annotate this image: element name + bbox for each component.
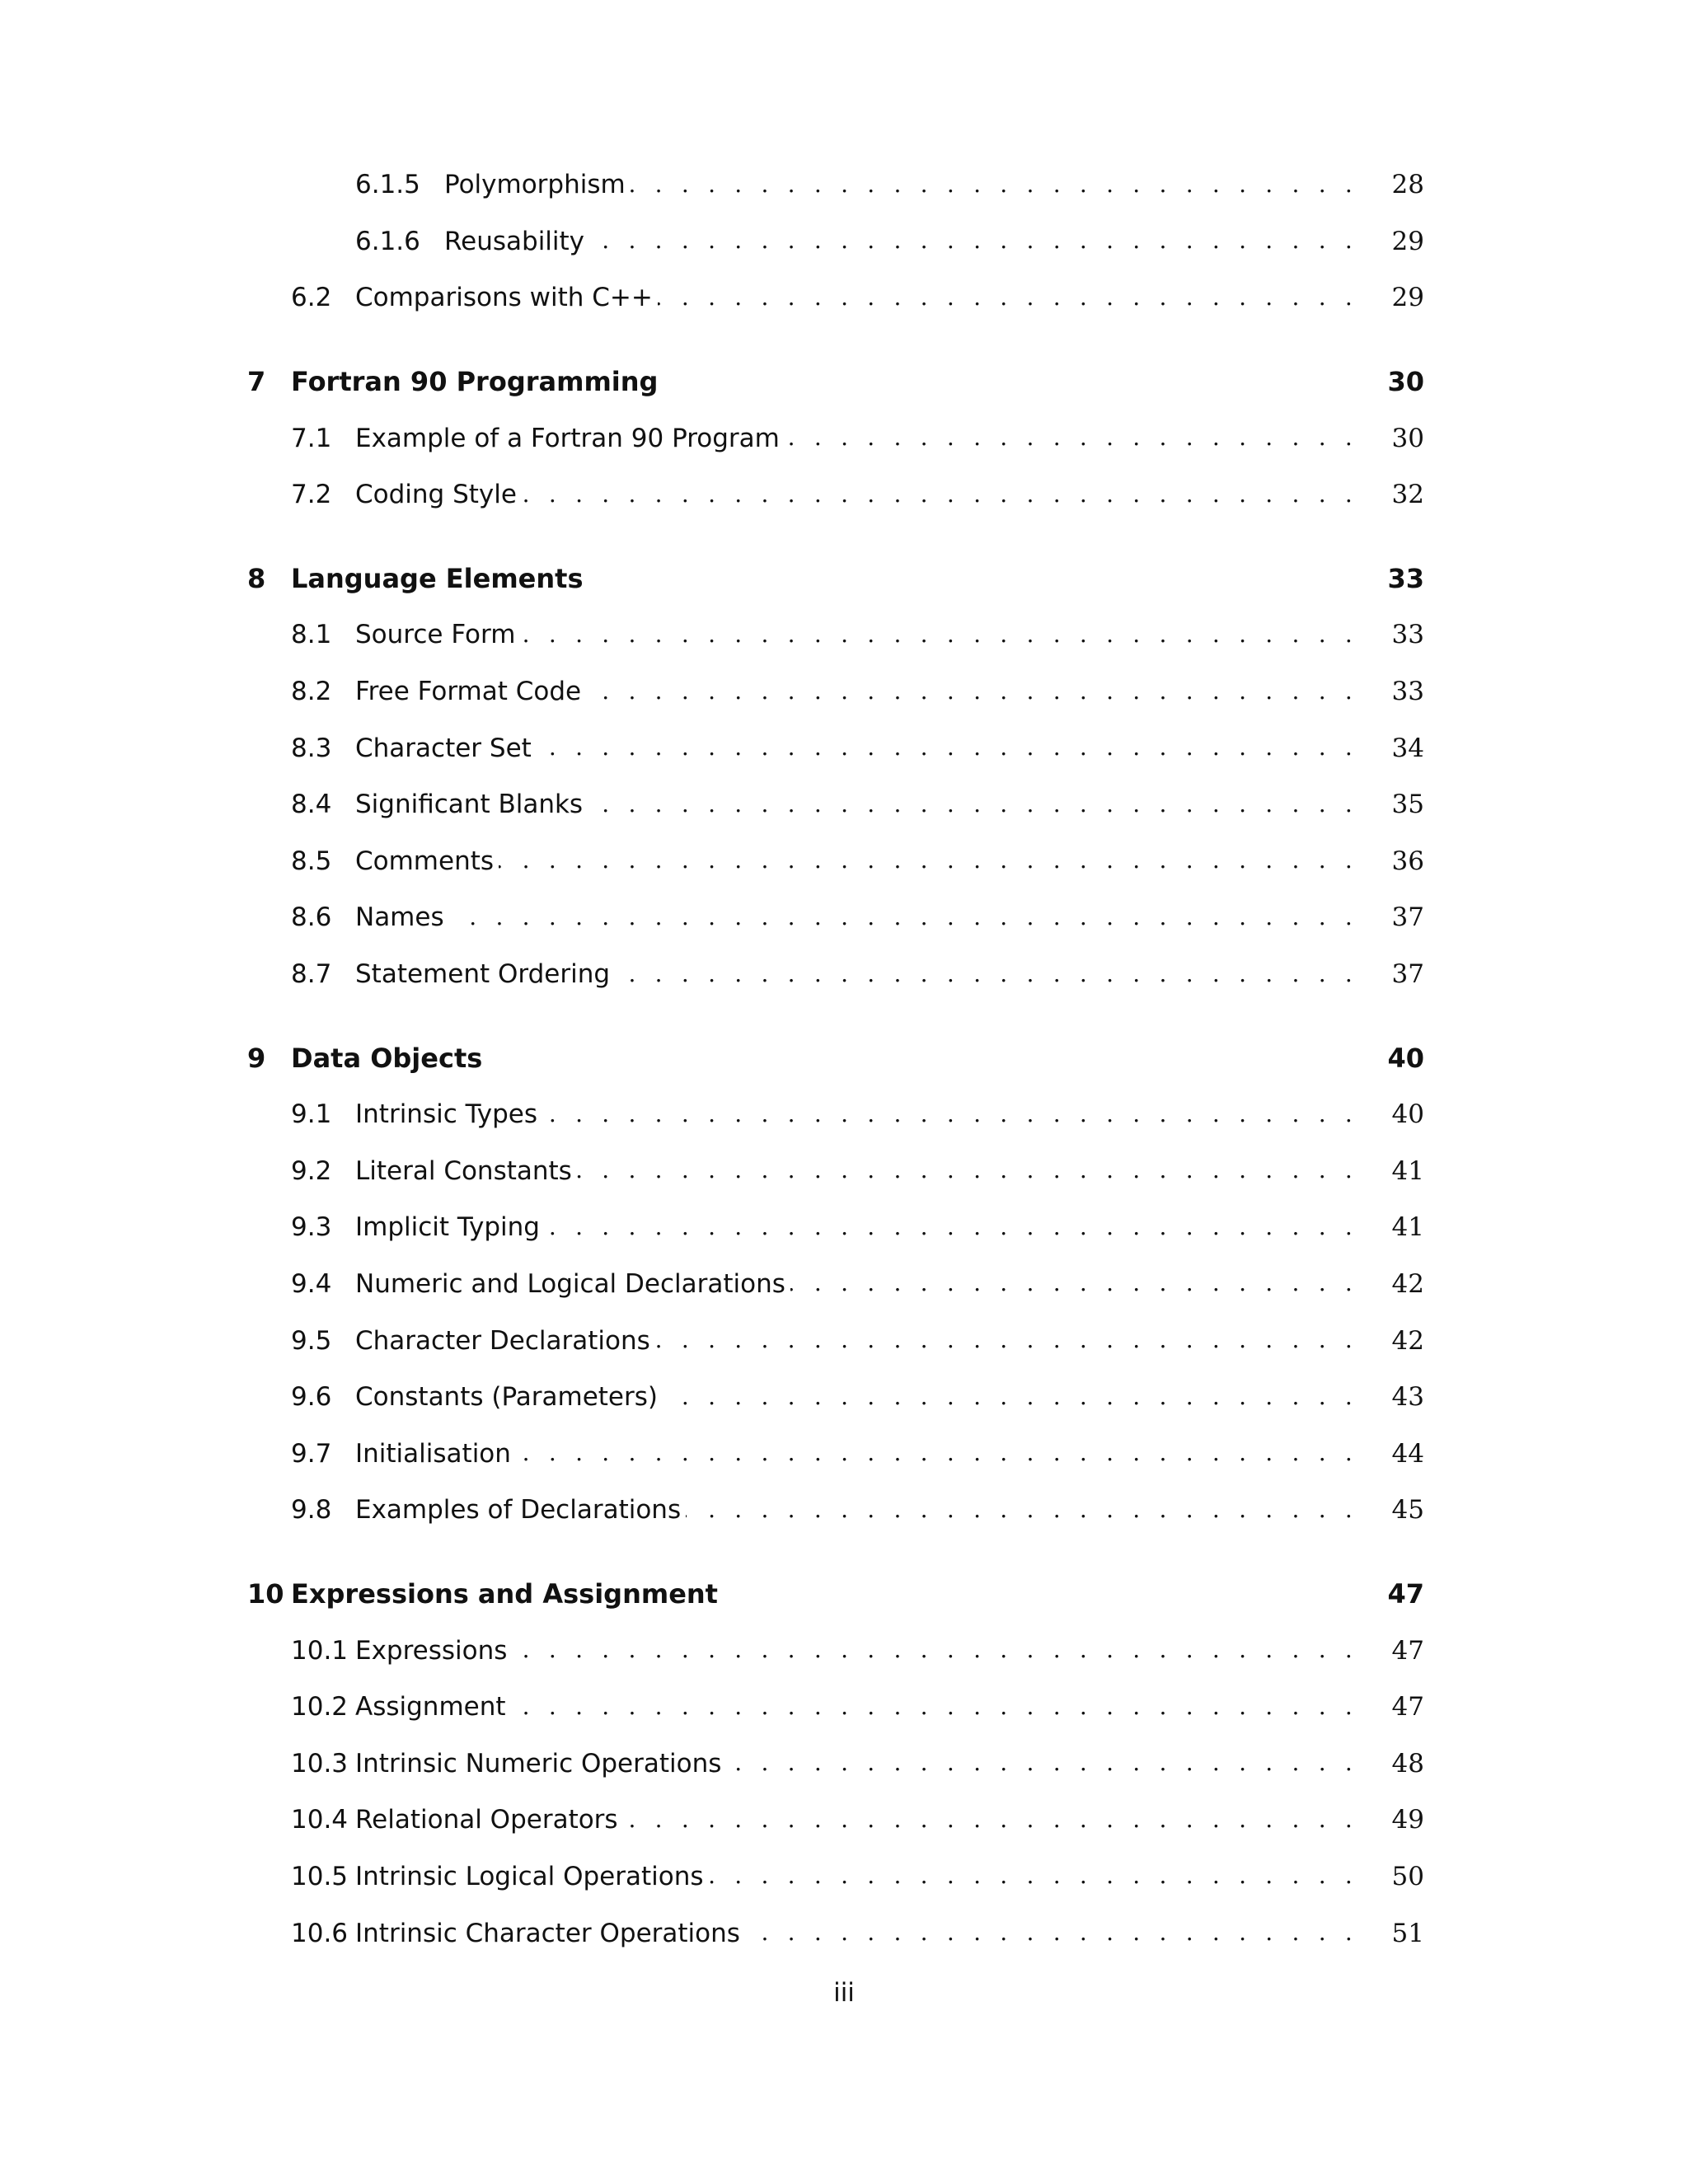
toc-entry-title: Intrinsic Character Operations <box>355 1918 740 1948</box>
toc-entry-number: 8.7 <box>291 959 332 990</box>
toc-entry-page-number: 33 <box>1391 677 1424 707</box>
toc-chapter-entry[interactable] <box>247 551 1424 607</box>
toc-entry-page-number: 28 <box>1391 170 1424 200</box>
toc-entry-page-number: 33 <box>1391 620 1424 650</box>
toc-entry-number: 8 <box>247 562 266 594</box>
toc-section-entry[interactable] <box>247 213 1424 270</box>
toc-entry-number: 8.5 <box>291 846 332 876</box>
toc-section-entry[interactable] <box>247 157 1424 213</box>
toc-entry-number: 10.5 <box>291 1861 349 1891</box>
toc-section-entry[interactable] <box>247 776 1424 833</box>
dot-leader <box>623 1807 1358 1833</box>
toc-entry-page-number: 40 <box>1391 1099 1424 1130</box>
toc-entry-page-number: 51 <box>1391 1918 1424 1948</box>
toc-section-entry[interactable] <box>247 1735 1424 1792</box>
toc-entry-page-number: 36 <box>1391 846 1424 876</box>
toc-entry-page-number: 29 <box>1391 226 1424 256</box>
toc-section-entry[interactable] <box>247 269 1424 326</box>
toc-entry-number: 9 <box>247 1042 266 1074</box>
toc-section-entry[interactable] <box>247 1792 1424 1849</box>
toc-entry-page-number: 47 <box>1391 1635 1424 1666</box>
toc-section-entry[interactable] <box>247 1312 1424 1369</box>
toc-entry-page-number: 37 <box>1391 959 1424 990</box>
toc-entry-number: 7 <box>247 366 266 398</box>
toc-entry-number: 8.1 <box>291 620 332 650</box>
toc-entry-page-number: 50 <box>1391 1861 1424 1891</box>
toc-entry-page-number: 35 <box>1391 790 1424 820</box>
toc-entry-page-number: 49 <box>1391 1805 1424 1835</box>
table-of-contents <box>247 157 1424 1961</box>
dot-leader <box>663 1385 1358 1410</box>
toc-entry-title: Examples of Declarations <box>355 1495 682 1526</box>
toc-entry-title: Numeric and Logical Declarations <box>355 1268 785 1299</box>
dot-leader <box>516 1441 1358 1466</box>
toc-entry-page-number: 42 <box>1391 1268 1424 1299</box>
toc-entry-page-number: 44 <box>1391 1438 1424 1469</box>
toc-entry-page-number: 37 <box>1391 902 1424 933</box>
dot-leader <box>588 565 1359 592</box>
toc-section-entry[interactable] <box>247 889 1424 946</box>
dot-leader <box>542 1102 1358 1127</box>
toc-section-entry[interactable] <box>247 719 1424 776</box>
toc-entry-title: Data Objects <box>291 1042 483 1074</box>
toc-entry-title: Example of a Fortran 90 Program <box>355 423 780 453</box>
toc-entry-title: Fortran 90 Programming <box>291 366 659 398</box>
dot-leader <box>745 1920 1358 1946</box>
dot-leader <box>586 679 1358 705</box>
toc-entry-number: 6.2 <box>291 283 332 313</box>
toc-section-entry[interactable] <box>247 1086 1424 1143</box>
toc-section-entry[interactable] <box>247 1679 1424 1736</box>
dot-leader <box>589 228 1358 254</box>
toc-entry-number: 10 <box>247 1577 284 1610</box>
toc-entry-title: Intrinsic Logical Operations <box>355 1861 704 1891</box>
toc-entry-page-number: 41 <box>1391 1155 1424 1186</box>
toc-entry-number: 9.2 <box>291 1155 332 1186</box>
toc-entry-title: Polymorphism <box>444 170 626 200</box>
toc-entry-number: 10.3 <box>291 1748 349 1779</box>
dot-leader <box>449 905 1358 930</box>
dot-leader <box>709 1863 1358 1889</box>
toc-section-entry[interactable] <box>247 1425 1424 1482</box>
toc-entry-page-number: 47 <box>1387 1577 1424 1610</box>
toc-entry-title: Language Elements <box>291 562 584 594</box>
toc-entry-number: 10.4 <box>291 1805 349 1835</box>
toc-entry-title: Relational Operators <box>355 1805 618 1835</box>
toc-entry-number: 10.1 <box>291 1635 349 1666</box>
dot-leader <box>520 622 1358 648</box>
toc-entry-number: 9.8 <box>291 1495 332 1526</box>
toc-entry-page-number: 41 <box>1391 1212 1424 1243</box>
toc-entry-number: 9.5 <box>291 1325 332 1356</box>
toc-entry-number: 8.3 <box>291 733 332 763</box>
toc-entry-title: Intrinsic Numeric Operations <box>355 1748 722 1779</box>
toc-entry-number: 9.7 <box>291 1438 332 1469</box>
toc-entry-title: Free Format Code <box>355 677 582 707</box>
toc-section-entry[interactable] <box>247 1622 1424 1679</box>
toc-entry-page-number: 40 <box>1387 1042 1424 1074</box>
toc-entry-number: 10.2 <box>291 1692 349 1722</box>
toc-entry-page-number: 42 <box>1391 1325 1424 1356</box>
toc-entry-page-number: 47 <box>1391 1692 1424 1722</box>
toc-entry-title: Significant Blanks <box>355 790 584 820</box>
dot-leader <box>790 1271 1358 1296</box>
dot-leader <box>511 1694 1358 1720</box>
toc-chapter-entry[interactable] <box>247 1029 1424 1086</box>
toc-section-entry[interactable] <box>247 1482 1424 1539</box>
toc-entry-title: Assignment <box>355 1692 506 1722</box>
page-folio: iii <box>833 1978 855 2008</box>
toc-entry-title: Expressions and Assignment <box>291 1577 718 1610</box>
toc-entry-title: Initialisation <box>355 1438 511 1469</box>
toc-section-entry[interactable] <box>247 410 1424 466</box>
toc-section-entry[interactable] <box>247 1369 1424 1426</box>
toc-entry-title: Implicit Typing <box>355 1212 540 1243</box>
dot-leader <box>577 1158 1358 1183</box>
dot-leader <box>522 482 1358 508</box>
toc-entry-title: Reusability <box>444 226 585 256</box>
toc-entry-title: Literal Constants <box>355 1155 572 1186</box>
toc-entry-number: 9.1 <box>291 1099 332 1130</box>
toc-entry-number: 6.1.6 <box>355 226 420 256</box>
toc-entry-title: Statement Ordering <box>355 959 611 990</box>
toc-entry-title: Constants (Parameters) <box>355 1382 658 1413</box>
toc-section-entry[interactable] <box>247 833 1424 890</box>
toc-entry-number: 7.2 <box>291 480 332 510</box>
toc-entry-title: Character Declarations <box>355 1325 650 1356</box>
toc-section-entry[interactable] <box>247 1143 1424 1200</box>
dot-leader <box>537 735 1358 761</box>
toc-entry-page-number: 48 <box>1391 1748 1424 1779</box>
dot-leader <box>663 368 1358 395</box>
toc-chapter-entry[interactable] <box>247 354 1424 410</box>
toc-entry-title: Intrinsic Types <box>355 1099 537 1130</box>
dot-leader <box>655 1328 1358 1353</box>
toc-entry-page-number: 30 <box>1391 423 1424 453</box>
dot-leader <box>512 1638 1358 1663</box>
dot-leader <box>686 1497 1358 1523</box>
toc-entry-number: 8.2 <box>291 677 332 707</box>
toc-entry-title: Coding Style <box>355 480 517 510</box>
toc-section-entry[interactable] <box>247 466 1424 523</box>
toc-entry-number: 9.4 <box>291 1268 332 1299</box>
dot-leader <box>726 1750 1358 1776</box>
dot-leader <box>631 172 1358 198</box>
toc-entry-number: 10.6 <box>291 1918 349 1948</box>
dot-leader <box>615 962 1358 987</box>
dot-leader <box>658 285 1358 311</box>
toc-entry-title: Comments <box>355 846 495 876</box>
toc-entry-page-number: 43 <box>1391 1382 1424 1413</box>
toc-entry-number: 9.3 <box>291 1212 332 1243</box>
toc-entry-title: Comparisons with C++ <box>355 283 653 313</box>
toc-section-entry[interactable] <box>247 1905 1424 1961</box>
toc-entry-number: 6.1.5 <box>355 170 420 200</box>
toc-section-entry[interactable] <box>247 663 1424 720</box>
dot-leader <box>499 848 1358 874</box>
toc-entry-page-number: 29 <box>1391 283 1424 313</box>
toc-entry-page-number: 34 <box>1391 733 1424 763</box>
toc-entry-number: 8.6 <box>291 902 332 933</box>
toc-entry-title: Character Set <box>355 733 532 763</box>
toc-section-entry[interactable] <box>247 607 1424 663</box>
toc-section-entry[interactable] <box>247 946 1424 1003</box>
toc-entry-page-number: 32 <box>1391 480 1424 510</box>
toc-entry-page-number: 45 <box>1391 1495 1424 1526</box>
toc-entry-number: 9.6 <box>291 1382 332 1413</box>
toc-entry-number: 7.1 <box>291 423 332 453</box>
toc-section-entry[interactable] <box>247 1199 1424 1256</box>
toc-entry-title: Names <box>355 902 444 933</box>
toc-entry-page-number: 33 <box>1387 562 1424 594</box>
toc-entry-number: 8.4 <box>291 790 332 820</box>
dot-leader <box>588 792 1358 818</box>
dot-leader <box>487 1045 1358 1071</box>
dot-leader <box>723 1581 1358 1607</box>
toc-entry-title: Expressions <box>355 1635 508 1666</box>
dot-leader <box>785 425 1358 451</box>
dot-leader <box>545 1215 1358 1240</box>
toc-entry-page-number: 30 <box>1387 366 1424 398</box>
toc-section-entry[interactable] <box>247 1849 1424 1905</box>
toc-entry-title: Source Form <box>355 620 516 650</box>
toc-chapter-entry[interactable] <box>247 1566 1424 1623</box>
toc-section-entry[interactable] <box>247 1256 1424 1313</box>
